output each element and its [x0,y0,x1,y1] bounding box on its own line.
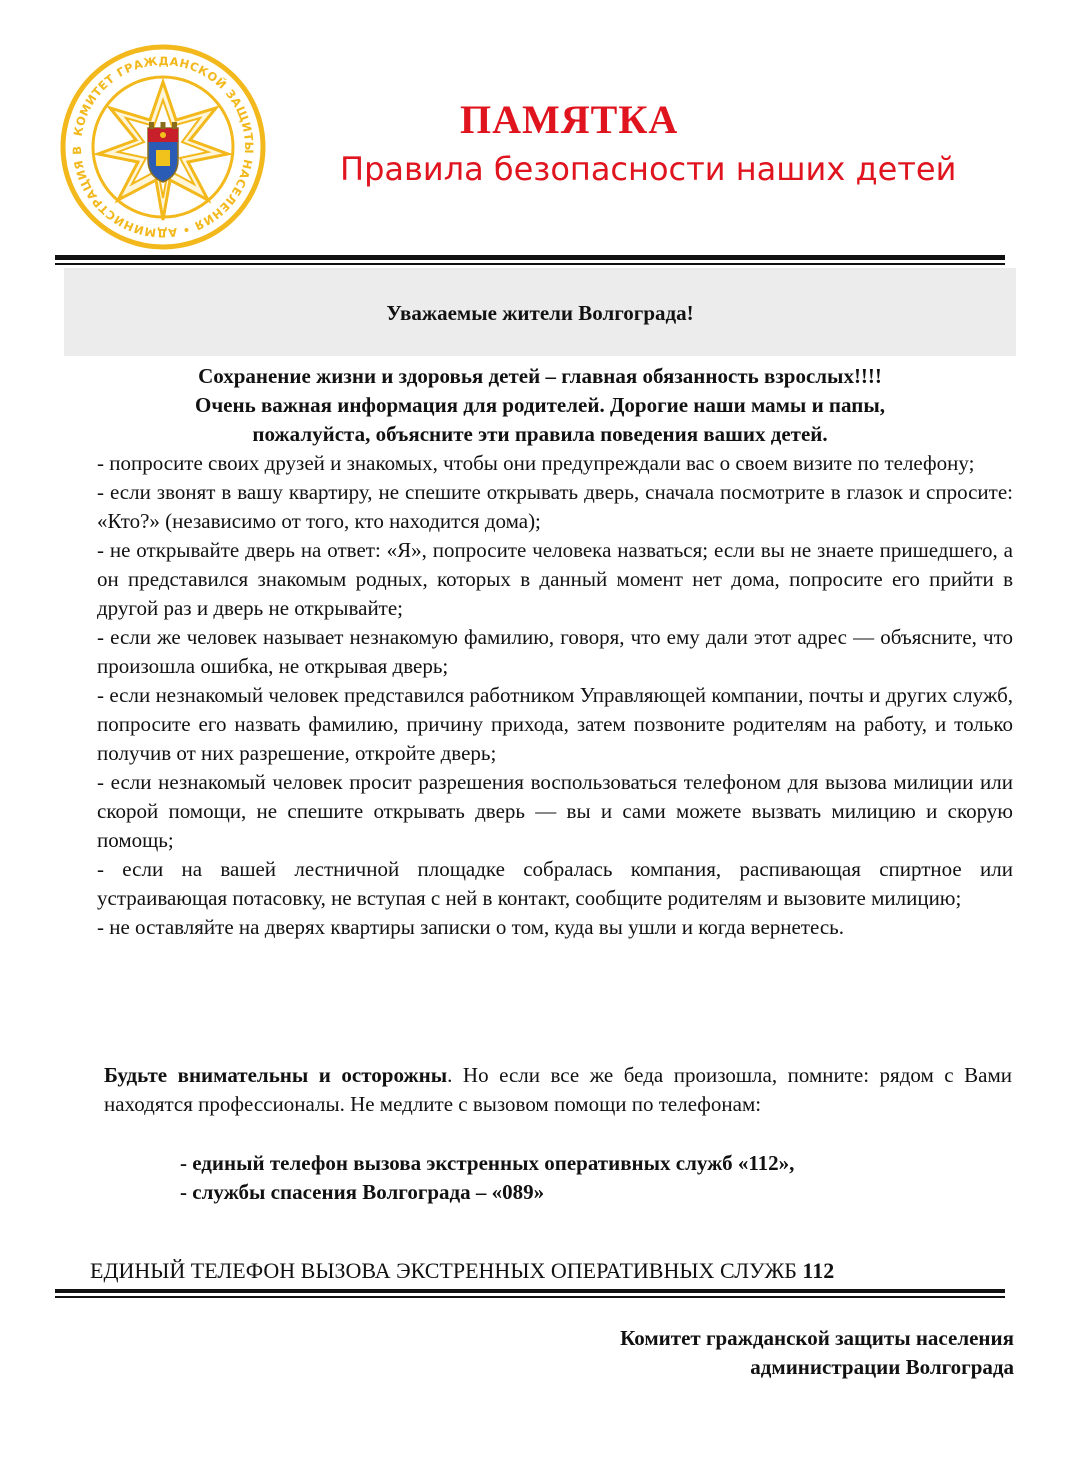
greeting-banner [64,268,1016,356]
lead-line: пожалуйста, объясните эти правила поведения ваших детей. [252,422,828,446]
committee-emblem-logo [58,42,268,252]
closing-text: . Но если все же беда произошла, помните: рядом с Вами находятся профессионалы. Не медлите с вызовом помощи по телефонам: [104,1063,1012,1116]
lead-line: Сохранение жизни и здоровья детей – главная обязанность взрослых!!!! [198,364,882,388]
closing-paragraph [104,1061,1012,1119]
footer-text: ЕДИНЫЙ ТЕЛЕФОН ВЫЗОВА ЭКСТРЕННЫХ ОПЕРАТИВНЫХ СЛУЖБ [90,1258,797,1283]
rule-item: - если на вашей лестничной площадке собралась компания, распивающая спиртное или устраивающая потасовку, не вступая с ней в контакт, сообщите родителям и вызовите милицию; [97,857,1013,910]
lead-paragraph [80,362,1000,449]
signature-line: администрации Волгограда [750,1355,1014,1379]
safety-rules-list [97,449,1013,942]
signature-block [620,1324,1014,1382]
rule-item: - попросите своих друзей и знакомых, чтобы они предупреждали вас о своем визите по телефону; [97,451,975,475]
lead-line: Очень важная информация для родителей. Дорогие наши мамы и папы, [195,393,885,417]
signature-line: Комитет гражданской защиты населения [620,1326,1014,1350]
rule-item: - если незнакомый человек представился работником Управляющей компании, почты и других служб, попросите его назвать фамилию, причину прихода, затем позвоните родителям на работу, и только получив от них разрешение, откройте дверь; [97,683,1013,765]
rule-item: - не открывайте дверь на ответ: «Я», попросите человека назваться; если вы не знаете пришедшего, а он представился знакомым родных, которых в данный момент нет дома, попросите его прийти в другой раз и дверь не открывайте; [97,538,1013,620]
document-title: ПАМЯТКА [460,97,679,142]
top-divider-thick [55,255,1005,260]
rule-item: - не оставляйте на дверях квартиры записки о том, куда вы ушли и когда вернетесь. [97,915,844,939]
bottom-divider-thin [55,1296,1005,1298]
top-divider-thin [55,263,1005,265]
svg-text:КОМИТЕТ ГРАЖДАНСКОЙ ЗАЩИТЫ НАС: КОМИТЕТ ГРАЖДАНСКОЙ ЗАЩИТЫ НАСЕЛЕНИЯ • АДМИНИСТРАЦИЯ В [69,53,257,241]
rule-item: - если же человек называет незнакомую фамилию, говоря, что ему дали этот адрес — объясните, что произошла ошибка, не открывая дверь; [97,625,1013,678]
document-subtitle: Правила безопасности наших детей [340,150,957,188]
rule-item: - если незнакомый человек просит разрешения воспользоваться телефоном для вызова милиции или скорой помощи, не спешите открывать дверь — вы и сами можете вызвать милицию и скорую помощь; [97,770,1013,852]
footer-number: 112 [802,1258,835,1283]
closing-emphasis: Будьте внимательны и осторожны [104,1063,448,1087]
bottom-divider-thick [55,1289,1005,1293]
emergency-phones-list [180,1149,794,1207]
rule-item: - если звонят в вашу квартиру, не спешите открывать дверь, сначала посмотрите в глазок и спросите: «Кто?» (независимо от того, кто находится дома); [97,480,1013,533]
greeting-text: Уважаемые жители Волгограда! [386,301,694,325]
phone-item-112: - единый телефон вызова экстренных оперативных служб «112», [180,1151,795,1175]
footer-emergency-line [90,1258,834,1284]
phone-item-089: - службы спасения Волгограда – «089» [180,1180,545,1204]
